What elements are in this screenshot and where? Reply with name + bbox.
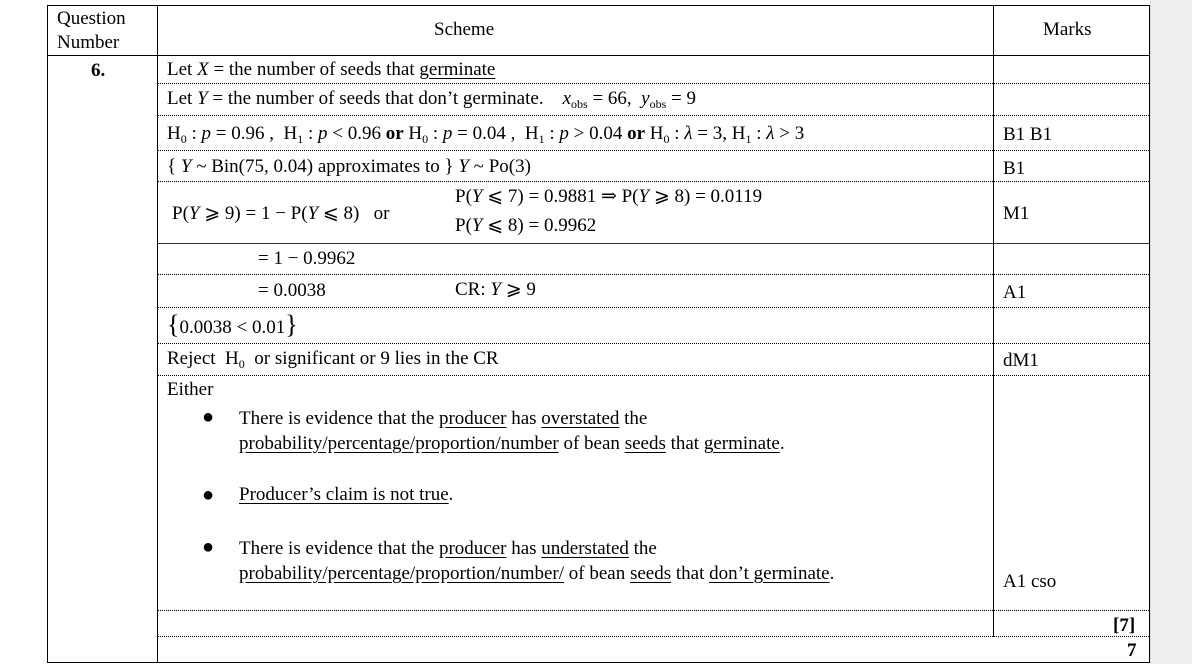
mark-total: 7 (1127, 640, 1137, 661)
question-number: 6. (91, 60, 106, 81)
table-bottom-border (47, 662, 1150, 663)
mark-total-bracket: [7] (1113, 615, 1136, 636)
header-question-label-1: Question (57, 8, 126, 29)
table-right-border (1149, 5, 1150, 663)
header-question-number (57, 7, 126, 55)
scrollbar-track[interactable] (1150, 0, 1192, 664)
scheme-line-either: Either (167, 379, 214, 400)
mark-probability: M1 (1003, 203, 1030, 224)
conclusion-bullet-claim: Producer’s claim is not true. (239, 484, 454, 505)
table-top-border (47, 5, 1150, 6)
scheme-line-define-y: Let Y = the number of seeds that don’t germinate. $x_{obs} = 66$, $y_{obs} = 9$ (167, 88, 696, 111)
bullet-dot: ● (202, 484, 215, 506)
row-divider (158, 375, 1149, 376)
scheme-line-critical-region: CR: Y ⩾ 9 (455, 279, 536, 300)
mark-result: A1 (1003, 282, 1027, 303)
header-bottom-border (47, 55, 1150, 56)
row-divider (158, 610, 1149, 611)
mark-approximation: B1 (1003, 158, 1026, 179)
scheme-line-probability: P(Y ⩾ 9) = 1 − P(Y ⩽ 8) or (172, 203, 390, 224)
scheme-line-probability-alt-1: P(Y ⩽ 7) = 0.9881 ⇒ P(Y ⩾ 8) = 0.0119 (455, 186, 763, 207)
row-divider (158, 181, 1149, 182)
row-divider (158, 115, 1149, 116)
mark-reject: dM1 (1003, 350, 1039, 371)
row-divider (158, 307, 1149, 308)
scheme-line-probability-alt-2: P(Y ⩽ 8) = 0.9962 (455, 215, 597, 236)
col-divider-number (157, 5, 158, 663)
row-divider (158, 243, 1149, 244)
mark-conclusion: A1 cso (1003, 571, 1057, 592)
conclusion-bullet-overstated: There is evidence that the producer has overstated the probability/percentage/proportion/number of bean seeds that germinate. (239, 408, 785, 454)
bullet-dot: ● (202, 406, 215, 428)
scheme-line-calculation: = 1 − 0.9962 (258, 248, 356, 269)
header-scheme: Scheme (434, 19, 495, 40)
bullet-dot: ● (202, 536, 215, 558)
row-divider (158, 83, 1149, 84)
mark-hypotheses: B1 B1 (1003, 124, 1053, 145)
row-divider (158, 150, 1149, 151)
scheme-line-comparison: {0.0038 < 0.01} (167, 310, 298, 339)
scheme-line-reject: Reject $H_0$ or significant or 9 lies in the CR (167, 348, 499, 371)
scheme-line-result: = 0.0038 (258, 280, 326, 301)
header-question-label-2: Number (57, 32, 120, 53)
conclusion-bullet-understated: There is evidence that the producer has understated the probability/percentage/proportion/number/ of bean seeds that don’t germinate. (239, 538, 835, 584)
table-left-border (47, 5, 48, 663)
scheme-line-define-x: Let X = the number of seeds that germinate (167, 59, 496, 80)
header-marks: Marks (1043, 19, 1092, 40)
scheme-line-hypotheses: $H_0$ : p = 0.96 , $H_1$ : p < 0.96 or $H_0$ : p = 0.04 , $H_1$ : p > 0.04 or $H_0$ : λ = 3, $H_1$ : λ > 3 (167, 123, 805, 146)
row-divider (158, 636, 1149, 637)
row-divider (158, 343, 1149, 344)
row-divider (158, 274, 1149, 275)
scheme-line-approximation: { Y ~ Bin(75, 0.04) approximates to } Y ~ Po(3) (167, 156, 531, 177)
col-divider-marks (993, 5, 994, 637)
